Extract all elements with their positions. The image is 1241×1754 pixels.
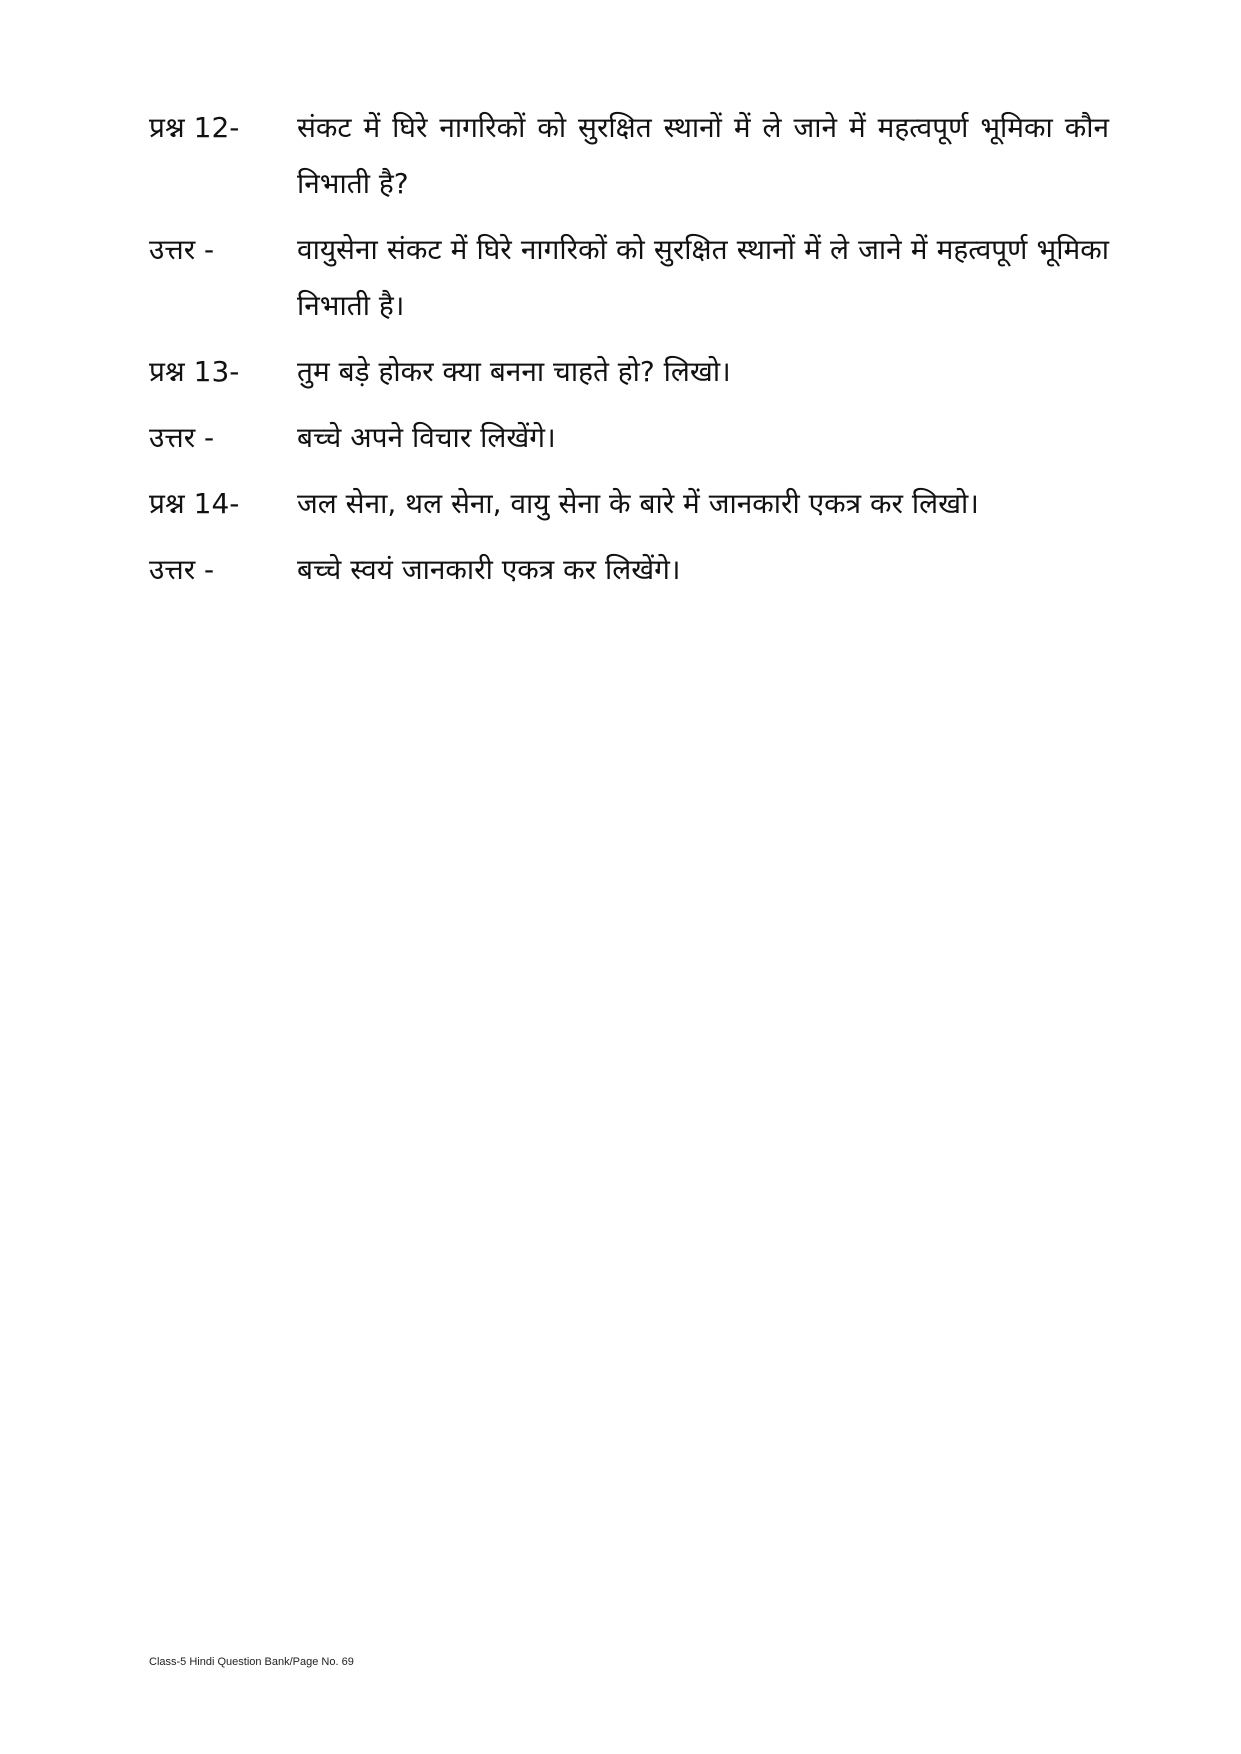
answer-label: उत्तर - <box>149 233 215 266</box>
question-text: संकट में घिरे नागरिकों को सुरक्षित स्थानों में ले जाने में महत्वपूर्ण भूमिका कौन निभाती है? <box>297 111 1109 200</box>
question-13 <box>149 344 1109 400</box>
answer-label: उत्तर - <box>149 553 215 586</box>
question-14 <box>149 476 1109 532</box>
answer-text: वायुसेना संकट में घिरे नागरिकों को सुरक्षित स्थानों में ले जाने में महत्वपूर्ण भूमिका निभाती है। <box>297 233 1109 322</box>
question-answer-list <box>149 100 1109 608</box>
question-label: प्रश्न 12- <box>149 111 240 144</box>
question-text: तुम बड़े होकर क्या बनना चाहते हो? लिखो। <box>297 355 731 388</box>
answer-13 <box>149 410 1109 466</box>
answer-text: बच्चे स्वयं जानकारी एकत्र कर लिखेंगे। <box>297 553 681 586</box>
answer-text: बच्चे अपने विचार लिखेंगे। <box>297 421 556 454</box>
question-label: प्रश्न 13- <box>149 355 240 388</box>
answer-14 <box>149 542 1109 598</box>
question-label: प्रश्न 14- <box>149 487 240 520</box>
question-12 <box>149 100 1109 212</box>
answer-12 <box>149 222 1109 334</box>
page-footer: Class-5 Hindi Question Bank/Page No. 69 <box>149 1656 354 1668</box>
question-text: जल सेना, थल सेना, वायु सेना के बारे में जानकारी एकत्र कर लिखो। <box>297 487 979 520</box>
answer-label: उत्तर - <box>149 421 215 454</box>
